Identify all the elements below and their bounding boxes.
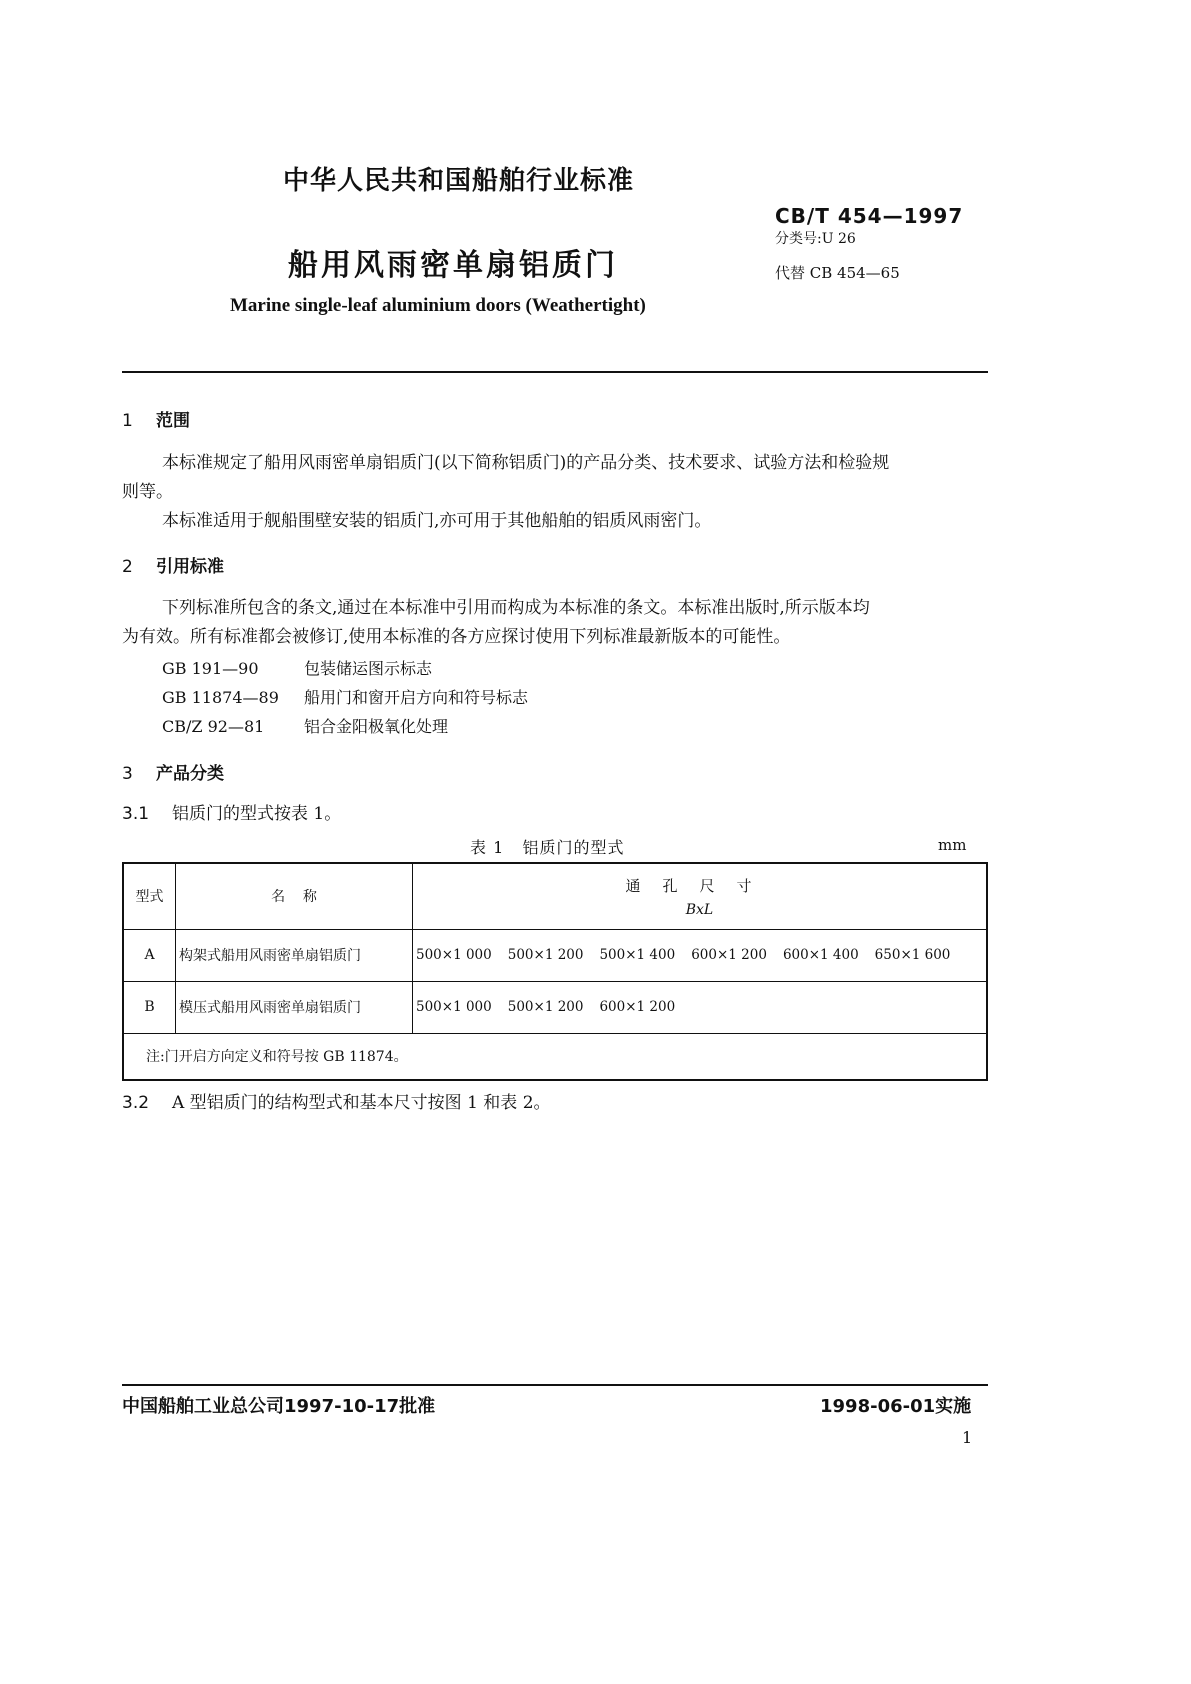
section-title: 引用标准: [156, 557, 224, 577]
table-1-unit: mm: [938, 836, 967, 854]
section-number: 1: [122, 411, 133, 431]
effective-date: 1998-06-01实施: [820, 1396, 972, 1417]
header-divider: [122, 371, 988, 373]
table-row: [123, 981, 987, 1033]
page-number: 1: [962, 1428, 973, 1447]
dim-value: 600×1 200: [599, 999, 676, 1015]
subsection-number: 3.1: [122, 804, 150, 824]
reference-title: 船用门和窗开启方向和符号标志: [304, 688, 529, 707]
dim-value: 500×1 200: [507, 947, 584, 963]
section-2-paragraph-line-2: 为有效。所有标准都会被修订,使用本标准的各方应探讨使用下列标准最新版本的可能性。: [122, 627, 791, 647]
subsection-number: 3.2: [122, 1093, 150, 1113]
reference-item: [162, 714, 448, 737]
table-row: [123, 929, 987, 981]
col-header-name: 名 称: [176, 863, 413, 929]
section-1-paragraph-1-line-2: 则等。: [122, 482, 173, 502]
standard-type-heading: 中华人民共和国船舶行业标准: [283, 166, 635, 196]
cell-type: A: [123, 929, 176, 981]
table-1: [122, 862, 988, 1081]
replaces-standard: 代替 CB 454—65: [775, 264, 900, 282]
dims-header-sub: BxL: [685, 901, 714, 918]
section-title: 产品分类: [156, 764, 224, 784]
subsection-3-2: [122, 1089, 551, 1118]
dim-value: 500×1 000: [416, 947, 492, 963]
reference-item: [162, 685, 528, 708]
document-title-cn: 船用风雨密单扇铝质门: [288, 248, 618, 283]
reference-code: CB/Z 92—81: [162, 717, 265, 736]
cell-name: 构架式船用风雨密单扇铝质门: [176, 929, 413, 981]
reference-item: [162, 656, 432, 679]
section-number: 3: [122, 764, 133, 784]
table-note-row: [123, 1033, 987, 1080]
section-number: 2: [122, 557, 133, 577]
reference-code: GB 11874—89: [162, 688, 279, 707]
subsection-text: 铝质门的型式按表 1。: [172, 804, 342, 824]
classification-number: 分类号:U 26: [775, 231, 856, 247]
dims-header-label: 通孔尺寸: [625, 876, 774, 895]
reference-title: 包装储运图示标志: [304, 659, 433, 678]
section-3-heading: [122, 759, 224, 784]
dim-value: 500×1 400: [599, 947, 676, 963]
cell-type: B: [123, 981, 176, 1033]
section-1-paragraph-2: 本标准适用于舰船围壁安装的铝质门,亦可用于其他船舶的铝质风雨密门。: [162, 511, 712, 531]
col-header-dims: [413, 863, 988, 929]
dim-value: 500×1 200: [507, 999, 584, 1015]
table-header-row: [123, 863, 987, 929]
table-1-title: 表 1 铝质门的型式: [470, 838, 625, 857]
subsection-3-1: [122, 800, 341, 829]
section-1-heading: [122, 406, 190, 431]
reference-code: GB 191—90: [162, 659, 259, 678]
subsection-text: A 型铝质门的结构型式和基本尺寸按图 1 和表 2。: [172, 1093, 551, 1113]
cell-dims: [413, 929, 988, 981]
cell-name: 模压式船用风雨密单扇铝质门: [176, 981, 413, 1033]
table-note: 注:门开启方向定义和符号按 GB 11874。: [123, 1033, 987, 1080]
section-2-paragraph-line-1: 下列标准所包含的条文,通过在本标准中引用而构成为本标准的条文。本标准出版时,所示版本均: [162, 598, 870, 618]
document-title-en: Marine single-leaf aluminium doors (Weathertight): [230, 295, 646, 316]
standard-code: CB/T 454—1997: [775, 204, 964, 228]
section-1-paragraph-1-line-1: 本标准规定了船用风雨密单扇铝质门(以下简称铝质门)的产品分类、技术要求、试验方法和检验规: [162, 453, 890, 473]
dim-value: 600×1 400: [782, 947, 859, 963]
reference-title: 铝合金阳极氧化处理: [304, 717, 449, 736]
section-2-heading: [122, 552, 224, 577]
footer-divider: [122, 1384, 988, 1386]
col-header-type: 型式: [123, 863, 176, 929]
section-title: 范围: [156, 411, 190, 431]
cell-dims: [413, 981, 988, 1033]
dim-value: 650×1 600: [874, 947, 951, 963]
approval-line: 中国船舶工业总公司1997-10-17批准: [122, 1396, 436, 1417]
dim-value: 600×1 200: [691, 947, 767, 963]
dim-value: 500×1 000: [416, 999, 492, 1015]
